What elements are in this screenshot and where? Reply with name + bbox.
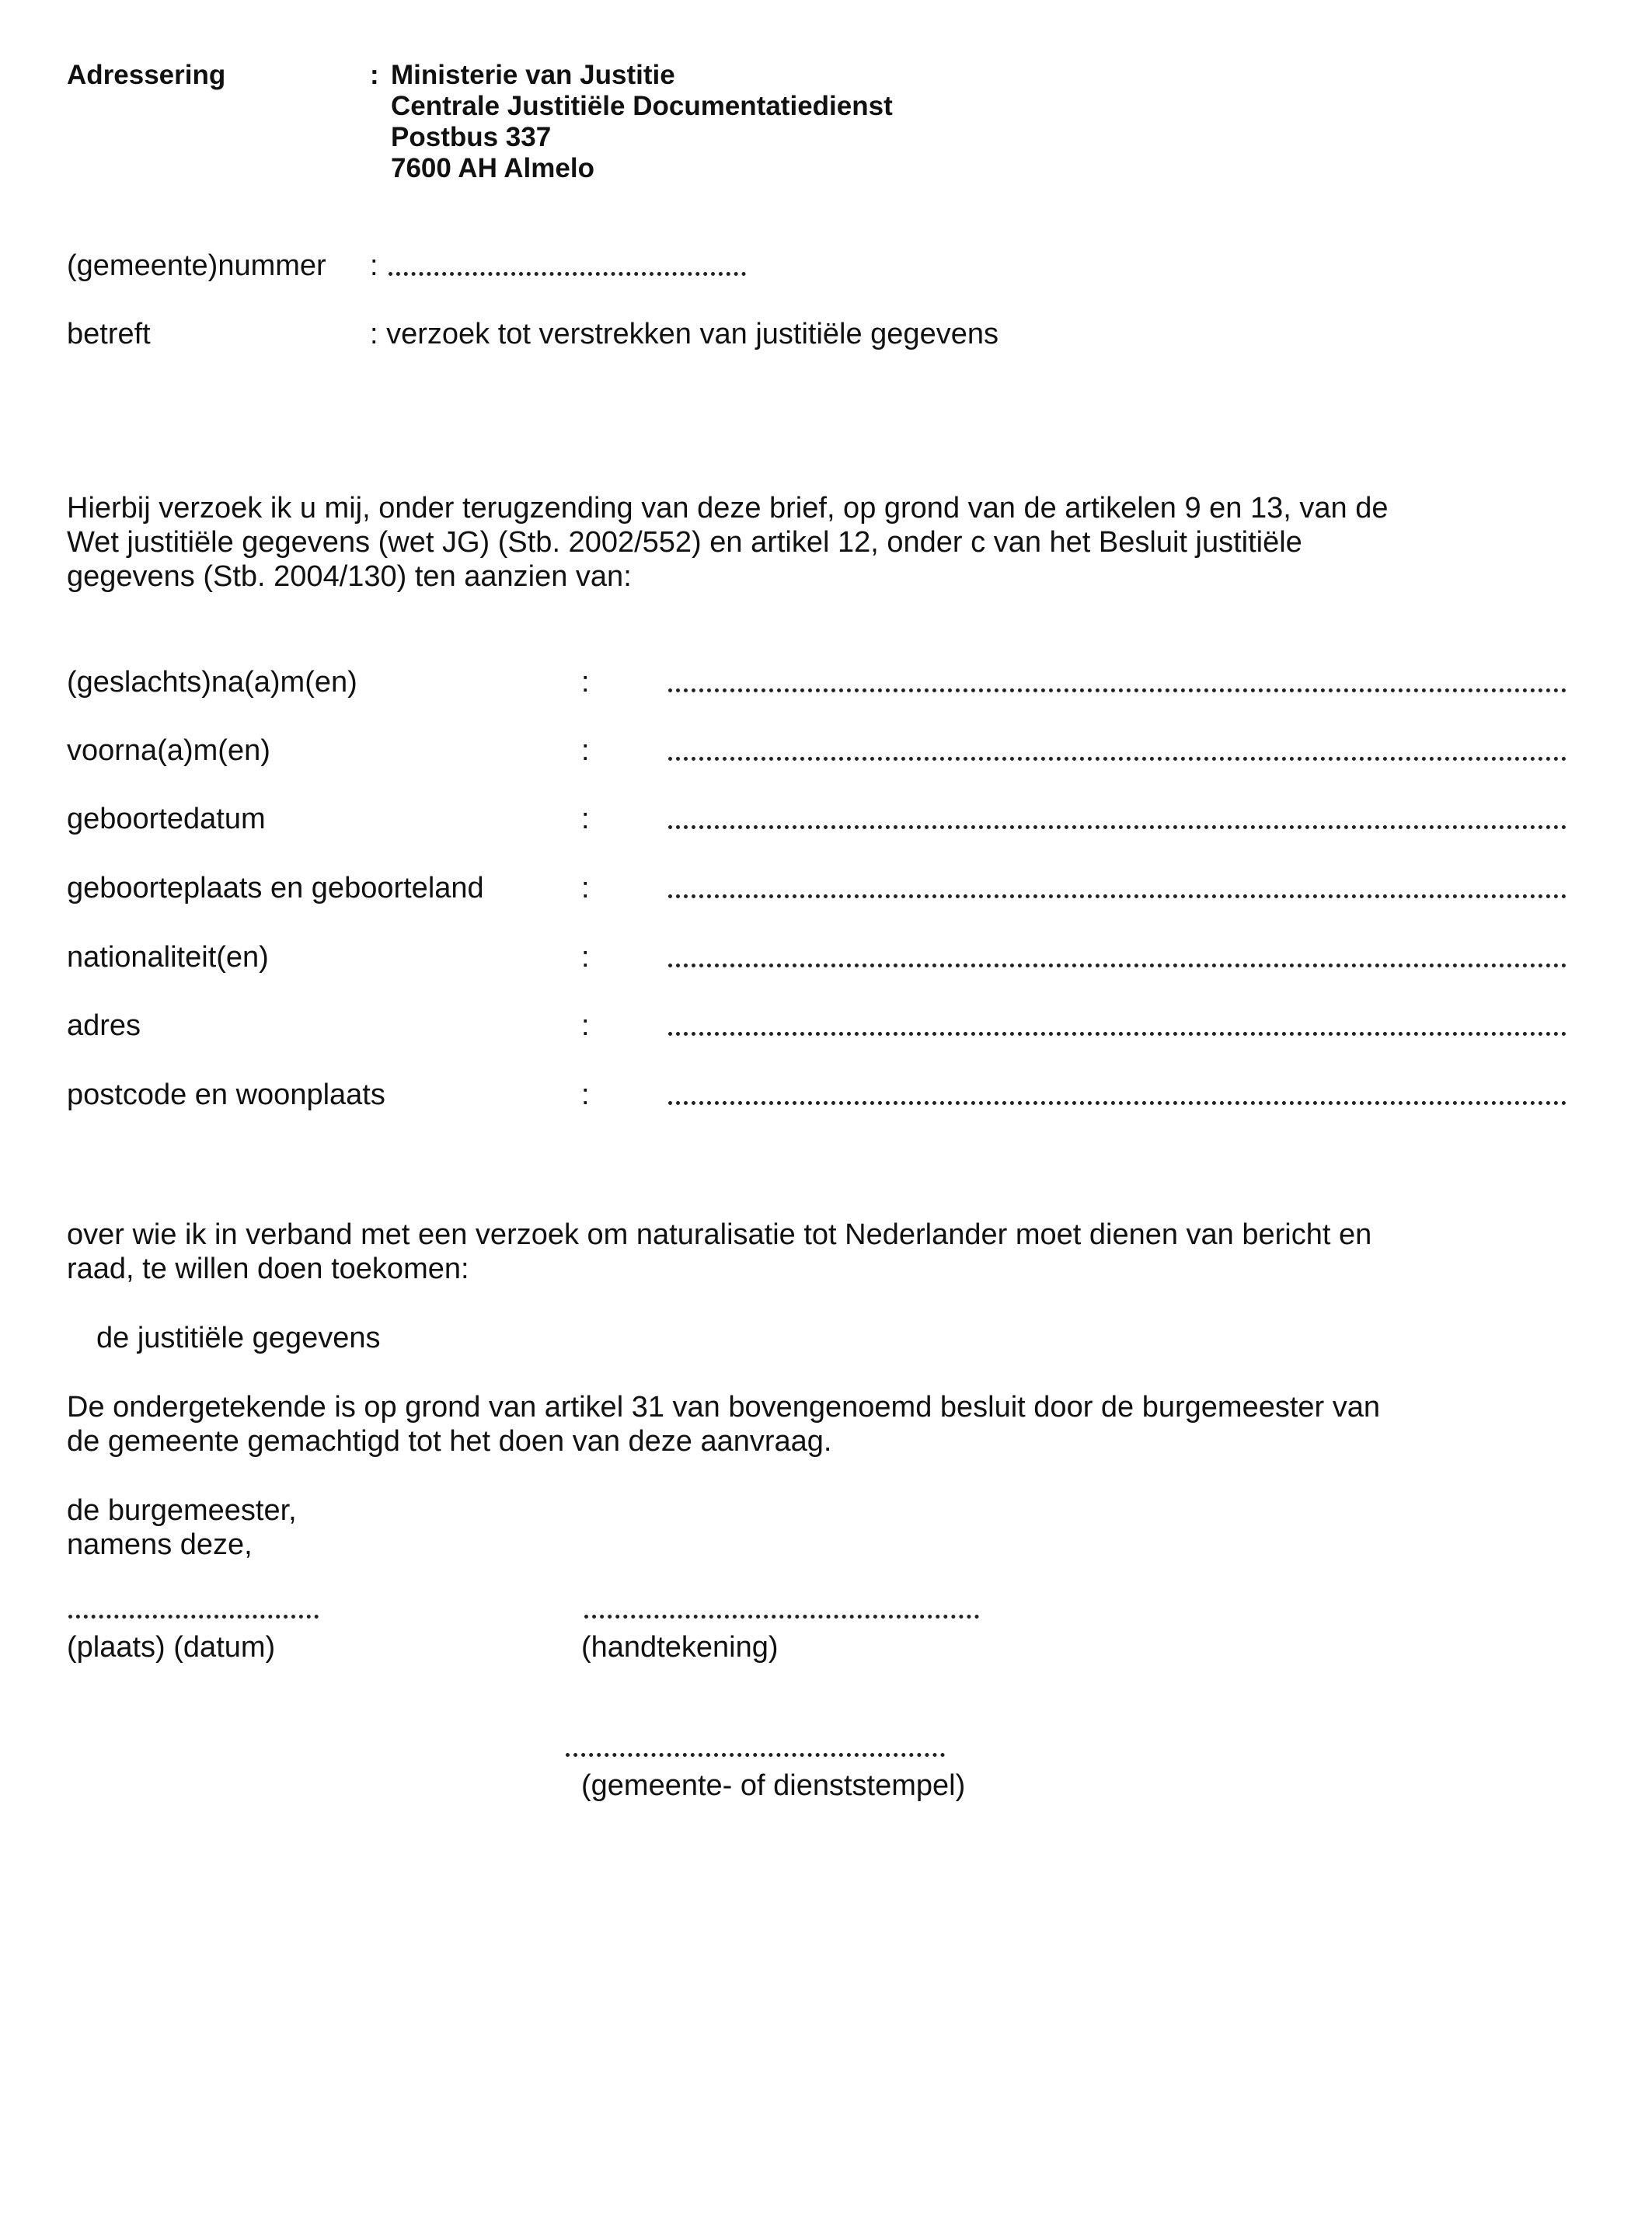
address-line-pobox: Postbus 337 (391, 122, 552, 152)
subject-label: betreft (67, 318, 151, 350)
addressing-colon: : (370, 60, 379, 90)
field-input-date-of-birth[interactable] (668, 825, 1567, 829)
field-colon: : (581, 1009, 590, 1042)
field-colon: : (581, 803, 590, 835)
field-label-nationality: nationaliteit(en) (67, 941, 269, 974)
field-label-place-country-of-birth: geboorteplaats en geboorteland (67, 872, 484, 904)
field-label-address: adres (67, 1009, 141, 1042)
stamp-field[interactable] (566, 1753, 945, 1757)
intro-line-2: Wet justitiële gegevens (wet JG) (Stb. 2002/552) en artikel 12, onder c van het Besluit justitiële (67, 526, 1302, 559)
field-input-first-names[interactable] (668, 757, 1567, 761)
field-label-date-of-birth: geboortedatum (67, 803, 266, 835)
field-colon: : (581, 872, 590, 904)
municipality-number-field[interactable] (389, 272, 746, 276)
signature-label: (handtekening) (581, 1631, 779, 1664)
field-label-surname: (geslachts)na(a)m(en) (67, 666, 357, 699)
field-colon: : (581, 666, 590, 699)
closing-mayor: de burgemeester, (67, 1494, 297, 1527)
signature-field[interactable] (584, 1615, 979, 1619)
field-label-first-names: voorna(a)m(en) (67, 734, 270, 767)
field-input-place-country-of-birth[interactable] (668, 894, 1567, 898)
intro-line-3: gegevens (Stb. 2004/130) ten aanzien van: (67, 560, 632, 593)
field-colon: : (581, 941, 590, 974)
place-date-field[interactable] (68, 1615, 319, 1619)
field-input-postcode-city[interactable] (668, 1101, 1567, 1105)
municipality-number-label: (gemeente)nummer (67, 249, 326, 282)
authorization-line-1: De ondergetekende is op grond van artikel 31 van bovengenoemd besluit door de burgemeester van (67, 1391, 1381, 1424)
place-date-label: (plaats) (datum) (67, 1631, 276, 1664)
address-line-department: Centrale Justitiële Documentatiedienst (391, 91, 893, 121)
requested-item: de justitiële gegevens (96, 1322, 381, 1354)
address-line-ministry: Ministerie van Justitie (391, 60, 675, 90)
field-input-nationality[interactable] (668, 964, 1567, 967)
field-colon: : (581, 734, 590, 767)
field-label-postcode-city: postcode en woonplaats (67, 1079, 385, 1111)
field-input-address[interactable] (668, 1032, 1567, 1036)
field-input-surname[interactable] (668, 688, 1567, 692)
subject-value: : verzoek tot verstrekken van justitiële gegevens (370, 318, 999, 350)
intro-line-1: Hierbij verzoek ik u mij, onder terugzending van deze brief, op grond van de artikelen 9 en 13, van de (67, 492, 1389, 524)
addressing-label: Adressering (67, 60, 226, 90)
request-line-1: over wie ik in verband met een verzoek om naturalisatie tot Nederlander moet dienen van bericht en (67, 1218, 1372, 1251)
address-line-postcode-city: 7600 AH Almelo (391, 153, 594, 183)
authorization-line-2: de gemeente gemachtigd tot het doen van deze aanvraag. (67, 1425, 832, 1458)
request-line-2: raad, te willen doen toekomen: (67, 1253, 469, 1285)
municipality-number-colon: : (370, 249, 378, 282)
closing-on-behalf: namens deze, (67, 1528, 253, 1561)
stamp-label: (gemeente- of dienststempel) (581, 1769, 966, 1802)
field-colon: : (581, 1079, 590, 1111)
